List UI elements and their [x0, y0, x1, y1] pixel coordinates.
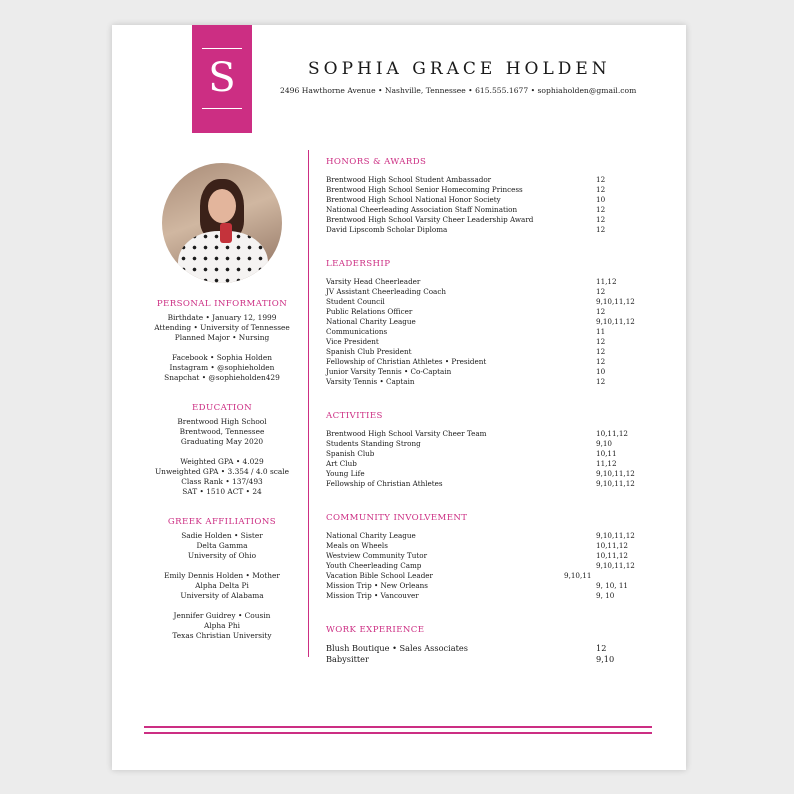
list-item: Varsity Tennis • Captain 12	[326, 377, 606, 386]
list-item: Public Relations Officer 12	[326, 307, 606, 316]
list-item: Spanish Club President 12	[326, 347, 606, 356]
greek-line: Delta Gamma	[196, 541, 248, 550]
resume-page	[112, 25, 686, 770]
bottom-rule-top	[144, 726, 652, 728]
list-item: Brentwood High School Varsity Cheer Team 10,11,12	[326, 429, 629, 438]
list-item: Art Club 11,12	[326, 459, 617, 468]
list-item: Blush Boutique • Sales Associates 12	[326, 643, 607, 653]
list-item: National Cheerleading Association Staff Nomination 12	[326, 205, 606, 214]
list-item: Student Council 9,10,11,12	[326, 297, 635, 306]
list-item: Junior Varsity Tennis • Co-Captain 10	[326, 367, 606, 376]
personal-line: Attending • University of Tennessee	[154, 323, 290, 332]
list-item: Fellowship of Christian Athletes 9,10,11,12	[326, 479, 635, 488]
work-heading: WORK EXPERIENCE	[326, 625, 425, 635]
list-item: Communications 11	[326, 327, 606, 336]
monogram-bottom-rule	[202, 108, 242, 109]
list-item: Students Standing Strong 9,10	[326, 439, 613, 448]
list-item: National Charity League 9,10,11,12	[326, 531, 635, 540]
score-line: Weighted GPA • 4.029	[180, 457, 264, 466]
contact-line: 2496 Hawthorne Avenue • Nashville, Tennessee • 615.555.1677 • sophiaholden@gmail.com	[280, 86, 637, 95]
list-item: Brentwood High School Student Ambassador 12	[326, 175, 606, 184]
score-line: Class Rank • 137/493	[181, 477, 263, 486]
education-heading: EDUCATION	[191, 403, 252, 413]
monogram-letter: S	[208, 55, 236, 101]
score-line: Unweighted GPA • 3.354 / 4.0 scale	[154, 467, 290, 476]
list-item: David Lipscomb Scholar Diploma 12	[326, 225, 606, 234]
score-line: SAT • 1510 ACT • 24	[182, 487, 262, 496]
greek-line: Alpha Delta Pi	[195, 581, 249, 590]
list-item: Meals on Wheels 10,11,12	[326, 541, 629, 550]
applicant-name: SOPHIA GRACE HOLDEN	[308, 59, 611, 79]
social-line: Instagram • @sophieholden	[169, 363, 275, 372]
list-item: Vacation Bible School Leader 9,10,11	[326, 571, 592, 580]
community-heading: COMMUNITY INVOLVEMENT	[326, 513, 468, 523]
list-item: Brentwood High School Senior Homecoming Princess 12	[326, 185, 606, 194]
leadership-heading: LEADERSHIP	[326, 259, 391, 269]
column-divider	[308, 150, 309, 657]
list-item: Brentwood High School National Honor Society 10	[326, 195, 606, 204]
list-item: Mission Trip • New Orleans 9, 10, 11	[326, 581, 629, 590]
monogram-top-rule	[202, 48, 242, 49]
personal-info-heading: PERSONAL INFORMATION	[156, 299, 288, 309]
list-item: Babysitter 9,10	[326, 654, 615, 664]
photo-face	[208, 189, 236, 223]
activities-heading: ACTIVITIES	[326, 411, 383, 421]
greek-line: Jennifer Guidrey • Cousin	[173, 611, 271, 620]
education-line: Brentwood, Tennessee	[179, 427, 265, 436]
personal-line: Planned Major • Nursing	[174, 333, 270, 342]
greek-affiliations-heading: GREEK AFFILIATIONS	[167, 517, 277, 527]
photo-scarf	[220, 223, 232, 243]
greek-line: Texas Christian University	[172, 631, 272, 640]
portrait-photo	[162, 163, 282, 283]
list-item: Mission Trip • Vancouver 9, 10	[326, 591, 615, 600]
greek-line: Alpha Phi	[203, 621, 241, 630]
list-item: Young Life 9,10,11,12	[326, 469, 635, 478]
list-item: Westview Community Tutor 10,11,12	[326, 551, 629, 560]
personal-line: Birthdate • January 12, 1999	[167, 313, 277, 322]
social-line: Facebook • Sophia Holden	[172, 353, 272, 362]
list-item: Youth Cheerleading Camp 9,10,11,12	[326, 561, 635, 570]
greek-line: University of Alabama	[180, 591, 264, 600]
list-item: Varsity Head Cheerleader 11,12	[326, 277, 617, 286]
social-line: Snapchat • @sophieholden429	[164, 373, 280, 382]
greek-line: Emily Dennis Holden • Mother	[164, 571, 280, 580]
list-item: National Charity League 9,10,11,12	[326, 317, 635, 326]
list-item: JV Assistant Cheerleading Coach 12	[326, 287, 606, 296]
education-line: Brentwood High School	[177, 417, 267, 426]
list-item: Vice President 12	[326, 337, 606, 346]
list-item: Brentwood High School Varsity Cheer Leadership Award 12	[326, 215, 606, 224]
left-column	[142, 295, 302, 641]
monogram-block	[192, 25, 252, 133]
bottom-rule-bottom	[144, 732, 652, 734]
list-item: Spanish Club 10,11	[326, 449, 617, 458]
education-line: Graduating May 2020	[180, 437, 264, 446]
greek-line: University of Ohio	[187, 551, 257, 560]
list-item: Fellowship of Christian Athletes • President 12	[326, 357, 606, 366]
honors-heading: HONORS & AWARDS	[326, 157, 427, 167]
right-column	[326, 153, 666, 665]
greek-line: Sadie Holden • Sister	[181, 531, 263, 540]
